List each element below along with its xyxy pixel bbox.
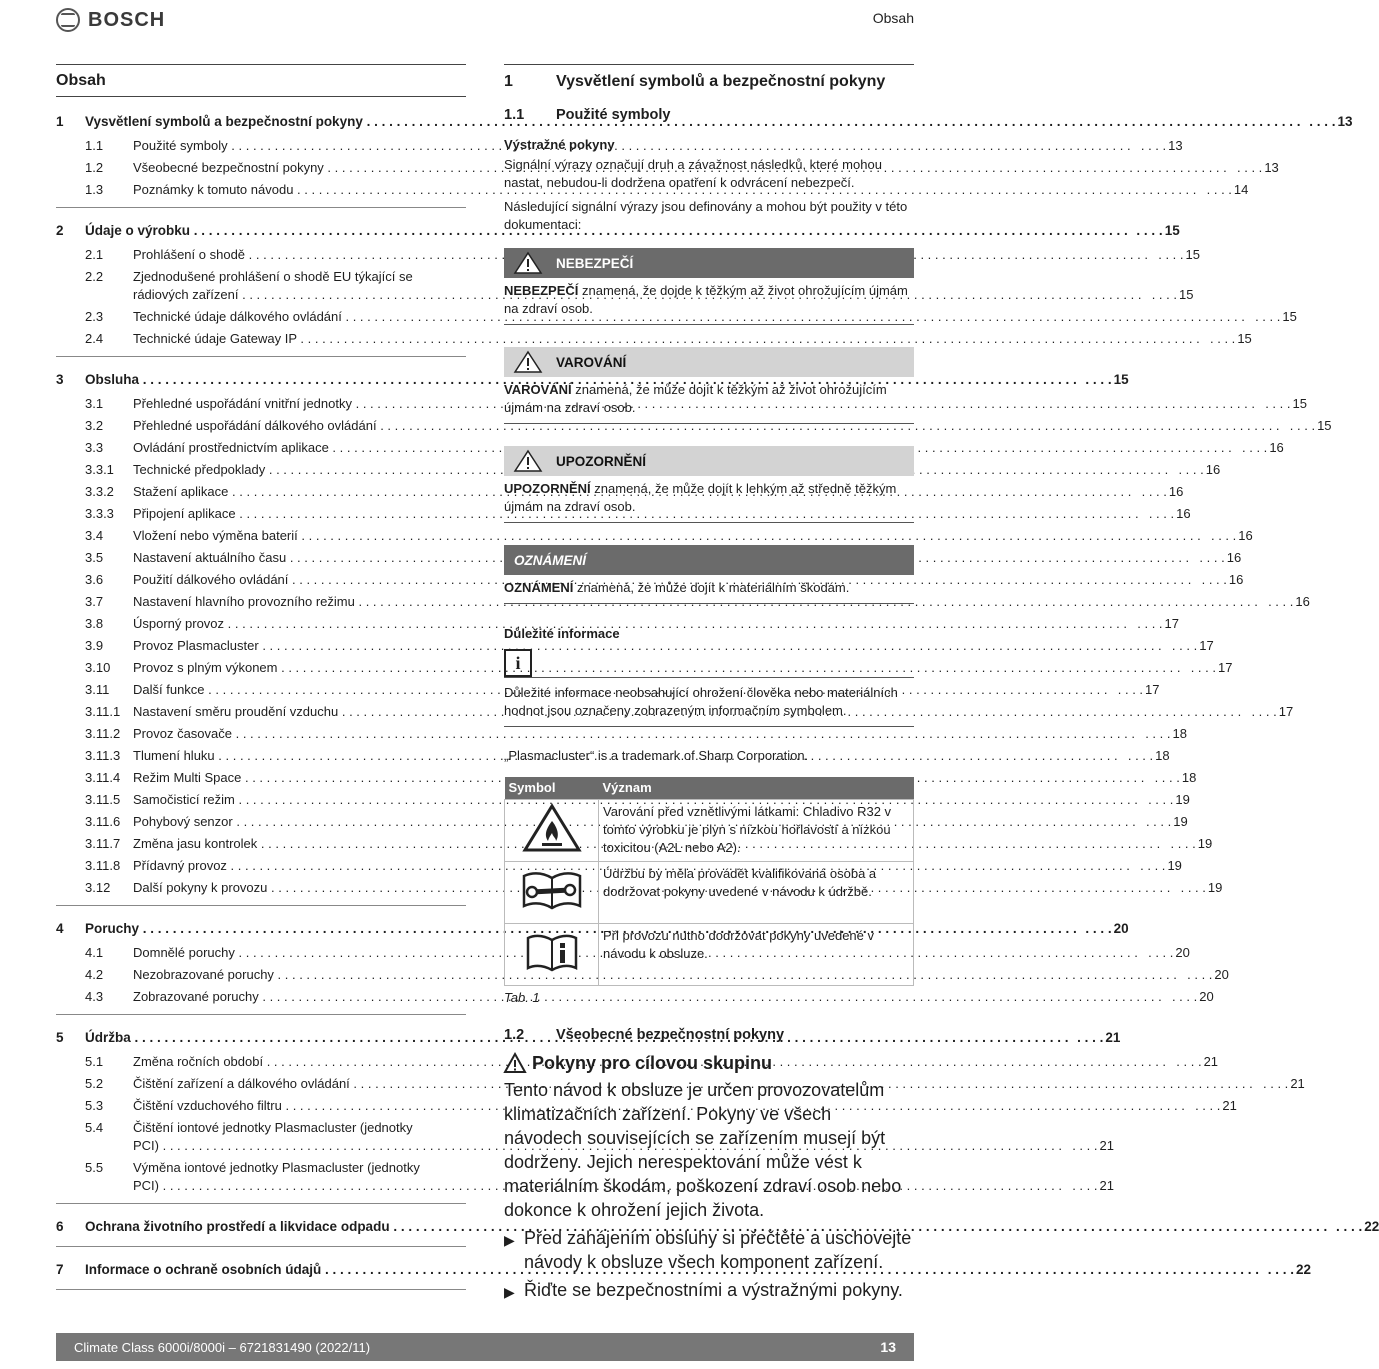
toc-entry-number: 1.2	[85, 160, 104, 175]
warnings-subhead: Výstražné pokyny	[504, 137, 615, 152]
service-manual-icon	[520, 868, 584, 912]
toc-entry-page: . . . . 21	[1062, 1137, 1114, 1155]
toc-entry-page: . . . . 17	[1180, 659, 1232, 677]
toc-entry-label: Provoz časovače . . .	[133, 725, 1135, 743]
toc-entry-page: . . . . 13	[1301, 113, 1353, 131]
main-content	[504, 64, 914, 1304]
page-number: 13	[880, 1339, 896, 1355]
list-item: ▶ Řiďte se bezpečnostními a výstražnými pokyny.	[504, 1278, 914, 1304]
table-row	[505, 799, 914, 861]
toc-entry-page: . . . . 21	[1253, 1075, 1305, 1093]
toc-entry-page: . . . . 15	[1077, 371, 1129, 389]
toc-entry-page: . . . . 16	[1258, 593, 1310, 611]
table-header-symbol: Symbol	[505, 777, 599, 799]
toc-entry-label: Stažení aplikace . . .	[133, 483, 1131, 501]
toc-entry-page: . . . . 15	[1148, 246, 1200, 264]
toc-entry-label: Nastavení aktuálního času . . .	[133, 549, 1189, 567]
toc-entry-number: 3.3.2	[85, 484, 114, 499]
toc-entry-label: Domnělé poruchy . . .	[133, 944, 1138, 962]
toc-entry-label: Prohlášení o shodě . . .	[133, 246, 1148, 264]
operating-manual-icon	[524, 930, 580, 974]
toc-entry[interactable]	[56, 725, 1187, 743]
toc-entry-number: 3.12	[85, 880, 111, 895]
table-cell: Při provozu nutno dodržovat pokyny uvedené v návodu k obsluze.	[599, 923, 914, 985]
table-cell: Údržbu by měla provádět kvalifikovaná osoba a dodržovat pokyny uvedené v návodu k údržbě.	[599, 861, 914, 923]
toc-entry-page: . . . . 15	[1255, 395, 1307, 413]
toc-entry[interactable]	[56, 527, 1253, 545]
toc-entry-label: Zjednodušené prohlášení o shodě EU týkající se	[133, 269, 413, 284]
toc-entry[interactable]	[56, 637, 1214, 655]
toc-entry-number: 1.1	[85, 138, 104, 153]
toc-entry[interactable]	[56, 1159, 1114, 1195]
table-row	[505, 861, 914, 923]
toc-entry-number: 3.3.1	[85, 462, 114, 477]
section-heading: 1 Vysvětlení symbolů a bezpečnostní pokyny	[504, 64, 914, 99]
toc-entry-label: Další funkce . . .	[133, 681, 1108, 699]
warning-triangle-icon	[514, 252, 542, 274]
toc-entry-page: . . . . 15	[1280, 417, 1332, 435]
toc-entry-page: . . . . 15	[1200, 330, 1252, 348]
info-icon: i	[504, 649, 532, 677]
toc-entry-label: Provoz Plasmacluster . . .	[133, 637, 1162, 655]
warning-box: VAROVÁNÍ VAROVÁNÍ znamená, že může dojít k těžkým až život ohrožujícím újmám na zdraví osob.	[504, 347, 914, 424]
toc-entry-number: 3.9	[85, 638, 104, 653]
toc-entry-number: 3.4	[85, 528, 104, 543]
toc-entry-label: Čištění iontové jednotky Plasmacluster (jednotky	[133, 1120, 413, 1135]
toc-entry-number: 4.2	[85, 967, 104, 982]
toc-entry-number: 3.3	[85, 440, 104, 455]
toc-entry[interactable]	[56, 483, 1184, 501]
toc-entry[interactable]	[56, 769, 1197, 787]
toc-entry-number: 5.1	[85, 1054, 104, 1069]
toc-entry[interactable]	[56, 222, 1180, 240]
toc-entry-page: . . . . 19	[1138, 791, 1190, 809]
toc-entry-label: Další pokyny k provozu . . .	[133, 879, 1170, 897]
toc-entry[interactable]	[56, 505, 1191, 523]
toc-entry-number: 5.2	[85, 1076, 104, 1091]
toc-entry-label: Použití dálkového ovládání . . .	[133, 571, 1191, 589]
bullet-arrow-icon: ▶	[504, 1231, 515, 1248]
toc-entry-number: 2.4	[85, 331, 104, 346]
danger-box: NEBEZPEČÍ NEBEZPEČÍ znamená, že dojde k těžkým až život ohrožujícím újmám na zdraví osob.	[504, 248, 914, 325]
toc-entry-number: 5.4	[85, 1120, 104, 1135]
toc-entry-page: . . . . 21	[1185, 1097, 1237, 1115]
subsection-heading: 1.1 Použité symboly	[504, 107, 671, 123]
toc-entry-label: Vložení nebo výměna baterií . . .	[133, 527, 1201, 545]
toc-entry[interactable]	[56, 791, 1190, 809]
toc-entry-label: Údaje o výrobku . . .	[85, 222, 1128, 240]
toc-entry-number: 5	[56, 1030, 64, 1045]
toc-entry-page: . . . . 18	[1118, 747, 1170, 765]
toc-entry-label: Samočisticí režim . . .	[133, 791, 1138, 809]
toc-entry-number: 3.11.6	[85, 814, 121, 829]
toc-entry-label: Ovládání prostřednictvím aplikace . . .	[133, 439, 1232, 457]
toc-entry-label: Přídavný provoz . . .	[133, 857, 1130, 875]
toc-entry[interactable]	[56, 593, 1310, 611]
list-item: ▶ Před zahájením obsluhy si přečtěte a uschovejte návody k obsluze všech komponent zařízení.	[504, 1227, 912, 1272]
toc-entry[interactable]	[56, 681, 1160, 699]
toc-entry-number: 4	[56, 921, 64, 936]
paragraph: Následující signální výrazy jsou definovány a mohou být použity v této dokumentaci:	[504, 199, 908, 232]
danger-label: NEBEZPEČÍ	[556, 255, 634, 271]
toc-entry-label: Režim Multi Space . . .	[133, 769, 1144, 787]
toc-entry-number: 3.3.3	[85, 506, 114, 521]
trademark-note: „Plasmacluster“ is a trademark of Sharp Corporation.	[504, 748, 809, 763]
toc-entry-page: . . . . 17	[1241, 703, 1293, 721]
toc-entry[interactable]	[56, 659, 1233, 677]
toc-entry-number: 6	[56, 1219, 64, 1234]
toc-entry-page: . . . . 13	[1131, 137, 1183, 155]
table-caption: Tab. 1	[504, 989, 540, 1005]
toc-entry-number: 3.10	[85, 660, 111, 675]
toc-entry-label: Obsluha . . .	[85, 371, 1077, 389]
caution-label: UPOZORNĚNÍ	[556, 453, 647, 469]
toc-entry[interactable]	[56, 966, 1229, 984]
toc-entry-page: . . . . 21	[1166, 1053, 1218, 1071]
toc-entry-number: 2.3	[85, 309, 104, 324]
toc-entry-number: 4.3	[85, 989, 104, 1004]
toc-entry[interactable]	[56, 330, 1252, 348]
toc-entry-label: Přehledné uspořádání dálkového ovládání . . .	[133, 417, 1280, 435]
toc-entry-number: 1	[56, 114, 64, 129]
target-group-text: Tento návod k obsluze je určen provozovatelům klimatizačních zařízení. Pokyny ve všech návodech souvisejících se zařízením musejí být dodrženy. Jejich nerespektování může vést k materiálním škodám, poškození zdraví osob nebo dokonce k ohrožení jejich života.	[504, 1079, 902, 1220]
toc-entry-number: 3.7	[85, 594, 104, 609]
toc-entry[interactable]	[56, 857, 1182, 875]
toc-entry-label: PCI) . . .	[133, 1137, 1062, 1155]
toc-entry-label: Výměna iontové jednotky Plasmacluster (jednotky	[133, 1160, 420, 1175]
document-id: Climate Class 6000i/8000i – 6721831490 (2022/11)	[74, 1339, 371, 1355]
toc-entry-number: 3.11.4	[85, 770, 121, 785]
toc-entry-page: . . . . 17	[1162, 637, 1214, 655]
toc-entry-number: 3.11.5	[85, 792, 121, 807]
toc-entry-label: Tlumení hluku . . .	[133, 747, 1118, 765]
toc-entry-page: . . . . 17	[1127, 615, 1179, 633]
toc-entry-page: . . . . 16	[1232, 439, 1284, 457]
toc-entry-label: Použité symboly . . .	[133, 137, 1131, 155]
toc-entry-page: . . . . 15	[1128, 222, 1180, 240]
toc-entry-page: . . . . 18	[1135, 725, 1187, 743]
toc-entry-page: . . . . 20	[1138, 944, 1190, 962]
toc-entry-number: 3.11.2	[85, 726, 121, 741]
toc-entry[interactable]	[56, 1097, 1237, 1115]
toc-entry[interactable]	[56, 920, 1129, 938]
toc-entry-label: Poznámky k tomuto návodu . . .	[133, 181, 1196, 199]
toc-entry-number: 5.5	[85, 1160, 104, 1175]
important-info-text: Důležité informace neobsahující ohrožení člověka nebo materiálních hodnot jsou označeny zobrazeným informačním symbolem.	[504, 684, 914, 727]
toc-entry-page: . . . . 19	[1136, 813, 1188, 831]
toc-entry[interactable]	[56, 439, 1284, 457]
toc-entry-label: Přehledné uspořádání vnitřní jednotky . . .	[133, 395, 1255, 413]
toc-entry-label: Nastavení směru proudění vzduchu . . .	[133, 703, 1241, 721]
toc-entry-label: Informace o ochraně osobních údajů . . .	[85, 1261, 1259, 1279]
toc-entry-number: 3	[56, 372, 64, 387]
toc-entry-number: 3.1	[85, 396, 104, 411]
toc-entry-number: 5.3	[85, 1098, 104, 1113]
toc-entry-page: . . . . 16	[1139, 505, 1191, 523]
paragraph: Signální výrazy označují druh a závažnost následků, které mohou nastat, nebudou-li dodržena opatření k odvrácení nebezpečí.	[504, 157, 882, 190]
toc-entry-number: 3.2	[85, 418, 104, 433]
toc-entry[interactable]	[56, 395, 1307, 413]
table-cell: Varování před vznětlivými látkami: Chladivo R32 v tomto výrobku je plyn s nízkou hořlavostí a nízkou toxicitou (A2L nebo A2).	[599, 799, 914, 861]
page-header	[0, 0, 950, 40]
toc-entry-page: . . . . 15	[1141, 286, 1193, 304]
toc-entry-label: Technické předpoklady . . .	[133, 461, 1168, 479]
toc-entry-number: 3.6	[85, 572, 104, 587]
table-row	[505, 923, 914, 985]
toc-entry-label: Provoz s plným výkonem . . .	[133, 659, 1180, 677]
toc-entry-page: . . . . 22	[1259, 1261, 1311, 1279]
toc-entry-number: 4.1	[85, 945, 104, 960]
bullet-arrow-icon: ▶	[504, 1283, 515, 1300]
toc-entry-page: . . . . 18	[1144, 769, 1196, 787]
toc-entry-label: Úsporný provoz . . .	[133, 615, 1127, 633]
toc-entry-number: 3.11.7	[85, 836, 121, 851]
toc-entry-label: Ochrana životního prostředí a likvidace odpadu . . .	[85, 1218, 1327, 1236]
toc-entry-number: 3.11.3	[85, 748, 121, 763]
notice-box: OZNÁMENÍ OZNÁMENÍ znamená, že může dojít k materiálním škodám.	[504, 545, 914, 604]
toc-entry-page: . . . . 20	[1162, 988, 1214, 1006]
toc-entry-page: . . . . 21	[1062, 1177, 1114, 1195]
target-group-heading: Pokyny pro cílovou skupinu	[504, 1053, 914, 1074]
flammable-warning-icon	[522, 803, 582, 853]
toc-entry-label: Vysvětlení symbolů a bezpečnostní pokyny . . .	[85, 113, 1301, 131]
toc-entry[interactable]	[56, 703, 1294, 721]
brand-name: BOSCH	[88, 8, 166, 31]
toc-entry-label: Změna jasu kontrolek . . .	[133, 835, 1160, 853]
toc-entry-page: . . . . 16	[1189, 549, 1241, 567]
toc-entry-label: Poruchy . . .	[85, 920, 1077, 938]
subsection-heading: 1.2 Všeobecné bezpečnostní pokyny	[504, 1026, 785, 1043]
toc-entry-page: . . . . 19	[1130, 857, 1182, 875]
toc-entry-page: . . . . 14	[1196, 181, 1248, 199]
toc-entry[interactable]	[56, 181, 1249, 199]
toc-entry-label: Údržba . . .	[85, 1029, 1068, 1047]
warning-triangle-icon	[514, 450, 542, 472]
toc-entry[interactable]	[56, 1119, 1114, 1155]
warning-label: VAROVÁNÍ	[556, 354, 627, 370]
info-symbol-row	[504, 649, 914, 678]
toc-entry-number: 7	[56, 1262, 64, 1277]
toc-entry-page: . . . . 19	[1160, 835, 1212, 853]
toc-entry-label: Nastavení hlavního provozního režimu . . .	[133, 593, 1258, 611]
toc-entry-label: Všeobecné bezpečnostní pokyny . . .	[133, 159, 1227, 177]
symbol-table	[504, 777, 914, 986]
toc-entry-label: Změna ročních období . . .	[133, 1053, 1166, 1071]
toc-entry-label: Technické údaje dálkového ovládání . . .	[133, 308, 1245, 326]
toc-entry-label: Zobrazované poruchy . . .	[133, 988, 1162, 1006]
toc-entry-number: 2.1	[85, 247, 104, 262]
toc-entry-page: . . . . 19	[1170, 879, 1222, 897]
toc-entry[interactable]	[56, 308, 1297, 326]
toc-entry[interactable]	[56, 813, 1188, 831]
caution-box: UPOZORNĚNÍ UPOZORNĚNÍ znamená, že může dojít k lehkým až středně těžkým újmám na zdraví osob.	[504, 446, 914, 523]
toc-group	[56, 1212, 1379, 1247]
toc-entry-page: . . . . 16	[1201, 527, 1253, 545]
warning-triangle-icon	[504, 1053, 526, 1073]
bosch-logo	[56, 8, 165, 32]
toc-entry[interactable]	[56, 417, 1332, 435]
toc-entry-page: . . . . 21	[1068, 1029, 1120, 1047]
toc-entry-label: rádiových zařízení . . .	[133, 286, 1141, 304]
header-section-title: Obsah	[872, 10, 914, 26]
toc-entry-label: PCI) . . .	[133, 1177, 1062, 1195]
toc-entry-page: . . . . 20	[1077, 920, 1129, 938]
toc-entry-page: . . . . 16	[1191, 571, 1243, 589]
toc-entry-number: 3.11	[85, 682, 110, 697]
toc-entry[interactable]	[56, 835, 1213, 853]
toc-entry-number: 3.11.8	[85, 858, 121, 873]
table-header-meaning: Význam	[599, 777, 914, 799]
toc-entry[interactable]	[56, 571, 1244, 589]
toc-entry[interactable]	[56, 1075, 1305, 1093]
toc-entry-page: . . . . 22	[1327, 1218, 1379, 1236]
toc-entry-label: Připojení aplikace . . .	[133, 505, 1139, 523]
toc-entry[interactable]	[56, 615, 1180, 633]
toc-entry-label: Čištění zařízení a dálkového ovládání . . .	[133, 1075, 1253, 1093]
toc-entry-number: 3.8	[85, 616, 104, 631]
toc-entry[interactable]	[56, 1261, 1311, 1279]
notice-label: OZNÁMENÍ	[514, 552, 586, 568]
toc-entry[interactable]	[56, 371, 1129, 389]
toc-entry-page: . . . . 16	[1168, 461, 1220, 479]
toc-entry-number: 3.5	[85, 550, 104, 565]
toc-entry[interactable]	[56, 1218, 1379, 1236]
toc-entry-number: 3.11.1	[85, 704, 121, 719]
toc-title: Obsah	[56, 72, 106, 89]
warning-triangle-icon	[514, 351, 542, 373]
toc-entry-page: . . . . 15	[1245, 308, 1297, 326]
toc-entry-page: . . . . 13	[1227, 159, 1279, 177]
toc-entry-page: . . . . 16	[1131, 483, 1183, 501]
page-footer	[56, 1333, 914, 1361]
toc-entry-label: Technické údaje Gateway IP . . .	[133, 330, 1200, 348]
toc-entry-page: . . . . 20	[1177, 966, 1229, 984]
bosch-armature-icon	[56, 8, 80, 32]
toc-entry-label: Nezobrazované poruchy . . .	[133, 966, 1177, 984]
toc-entry-number: 2.2	[85, 269, 104, 284]
toc-entry-label: Pohybový senzor . . .	[133, 813, 1136, 831]
toc-entry-label: Čištění vzduchového filtru . . .	[133, 1097, 1185, 1115]
toc-entry-number: 2	[56, 223, 64, 238]
toc-entry-page: . . . . 17	[1108, 681, 1160, 699]
toc-entry-number: 1.3	[85, 182, 104, 197]
important-info-head: Důležité informace	[504, 626, 620, 641]
